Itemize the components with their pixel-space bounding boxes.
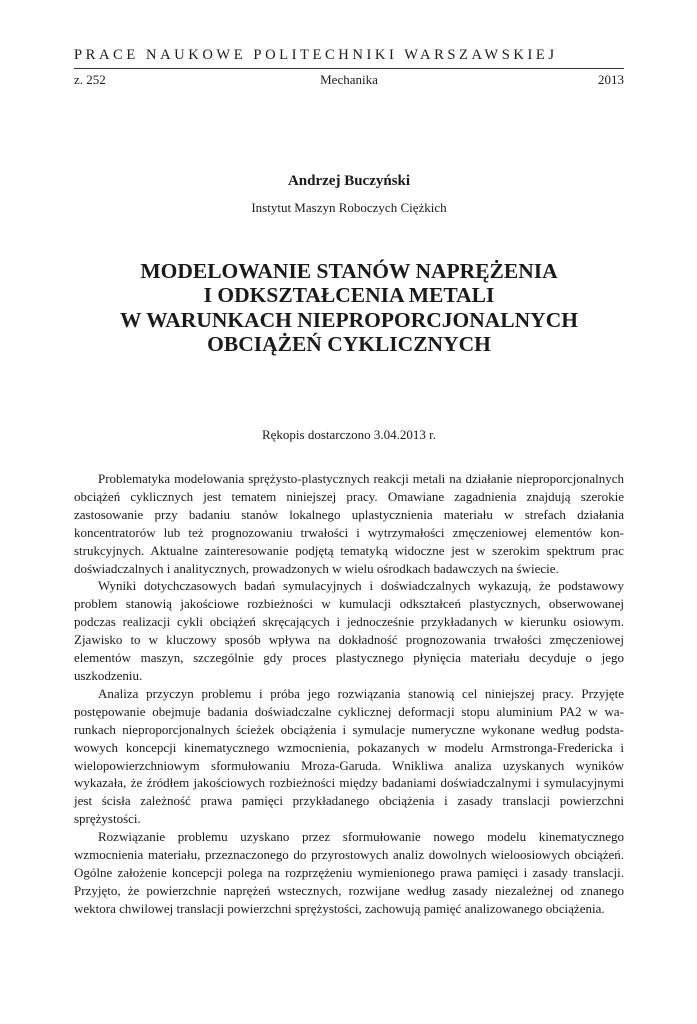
abstract-paragraph: Analiza przyczyn problemu i próba jego rozwiązania stanowią cel niniejszej pracy. Przyjęte postępowanie obejmuje badania doświadczalne cyklicznej deformacji stopu aluminium PA2 w warunkach nieproporcjonalnych ścieżek obciążenia i symulacje numeryczne wykonane według podstawowych koncepcji kinematycznego wzmocnienia, pokazanych w modelu Armstronga-Fredericka i wielopowierzchniowym sformułowaniu Mroza-Garuda. Wnikliwa analiza uzyskanych wyników wykazała, że źródłem jakościowych rozbieżności między badaniami doświadczalnymi i symulacyjnymi jest ścisła zależność prawa pamięci przykładanego obciążenia i zasady translacji powierzchni sprężystości. <box>74 685 624 827</box>
abstract <box>74 470 624 918</box>
abstract-paragraph: Rozwiązanie problemu uzyskano przez sformułowanie nowego modelu kinematycznego wzmocnienia materiału, przeznaczonego do przyrostowych analiz dowolnych wieloosiowych obciążeń. Ogólne założenie koncepcji polega na rozprzężeniu wymienionego prawa pamięci i zasady translacji. Przyjęto, że powierzchnie naprężeń wstecznych, rozwijane według zasady niezależnej od znanego wektora chwilowej translacji powierzchni sprężystości, zachowują pamięć analizowanego obciążenia. <box>74 829 624 916</box>
paper-title <box>74 259 624 356</box>
journal-year: 2013 <box>598 72 624 87</box>
received-date: Rękopis dostarczono 3.04.2013 r. <box>261 427 437 442</box>
title-line: OBCIĄŻEŃ CYKLICZNYCH <box>207 331 491 356</box>
abstract-paragraph: Problematyka modelowania sprężysto-plastycznych reakcji metali na działanie nieproporcjonalnych obciążeń cyklicznych jest tematem niniejszej pracy. Omawiane zagadnienia znajdują szerokie zastosowanie przy badaniu stanów lokalnego uplastycznienia materiału w strefach działania koncentratorów lub też prognozowaniu trwałości i wytrzymałości zmęczeniowej elementów konstrukcyjnych. Aktualne zainteresowanie podjętą tematyką widoczne jest w szerokim spektrum prac doświadczalnych i analitycznych, prowadzonych w wielu ośrodkach badawczych na świecie. <box>74 471 624 576</box>
header-rule <box>74 68 624 69</box>
title-line: W WARUNKACH NIEPROPORCJONALNYCH <box>120 307 578 332</box>
journal-volume: z. 252 <box>74 72 106 87</box>
author-affiliation: Instytut Maszyn Roboczych Ciężkich <box>251 200 447 215</box>
journal-section: Mechanika <box>320 72 378 87</box>
author-name: Andrzej Buczyński <box>287 173 411 189</box>
title-line: I ODKSZTAŁCENIA METALI <box>203 283 495 308</box>
abstract-paragraph: Wyniki dotychczasowych badań symulacyjnych i doświadczalnych wykazują, że podstawowy problem stanowią jakościowe rozbieżności w kumulacji odkształceń plastycznych, obserwowanej podczas realizacji cykli obciążeń skręcających i jednocześnie przykładanych w kierunku osiowym. Zjawisko to w kluczowy sposób wpływa na dokładność prognozowania trwałości zmęczeniowej elementów maszyn, szczególnie gdy proces plastycznego płynięcia materiału decyduje o jego uszkodzeniu. <box>74 578 624 683</box>
journal-title: PRACE NAUKOWE POLITECHNIKI WARSZAWSKIEJ <box>74 47 558 63</box>
title-line: MODELOWANIE STANÓW NAPRĘŻENIA <box>140 259 558 283</box>
